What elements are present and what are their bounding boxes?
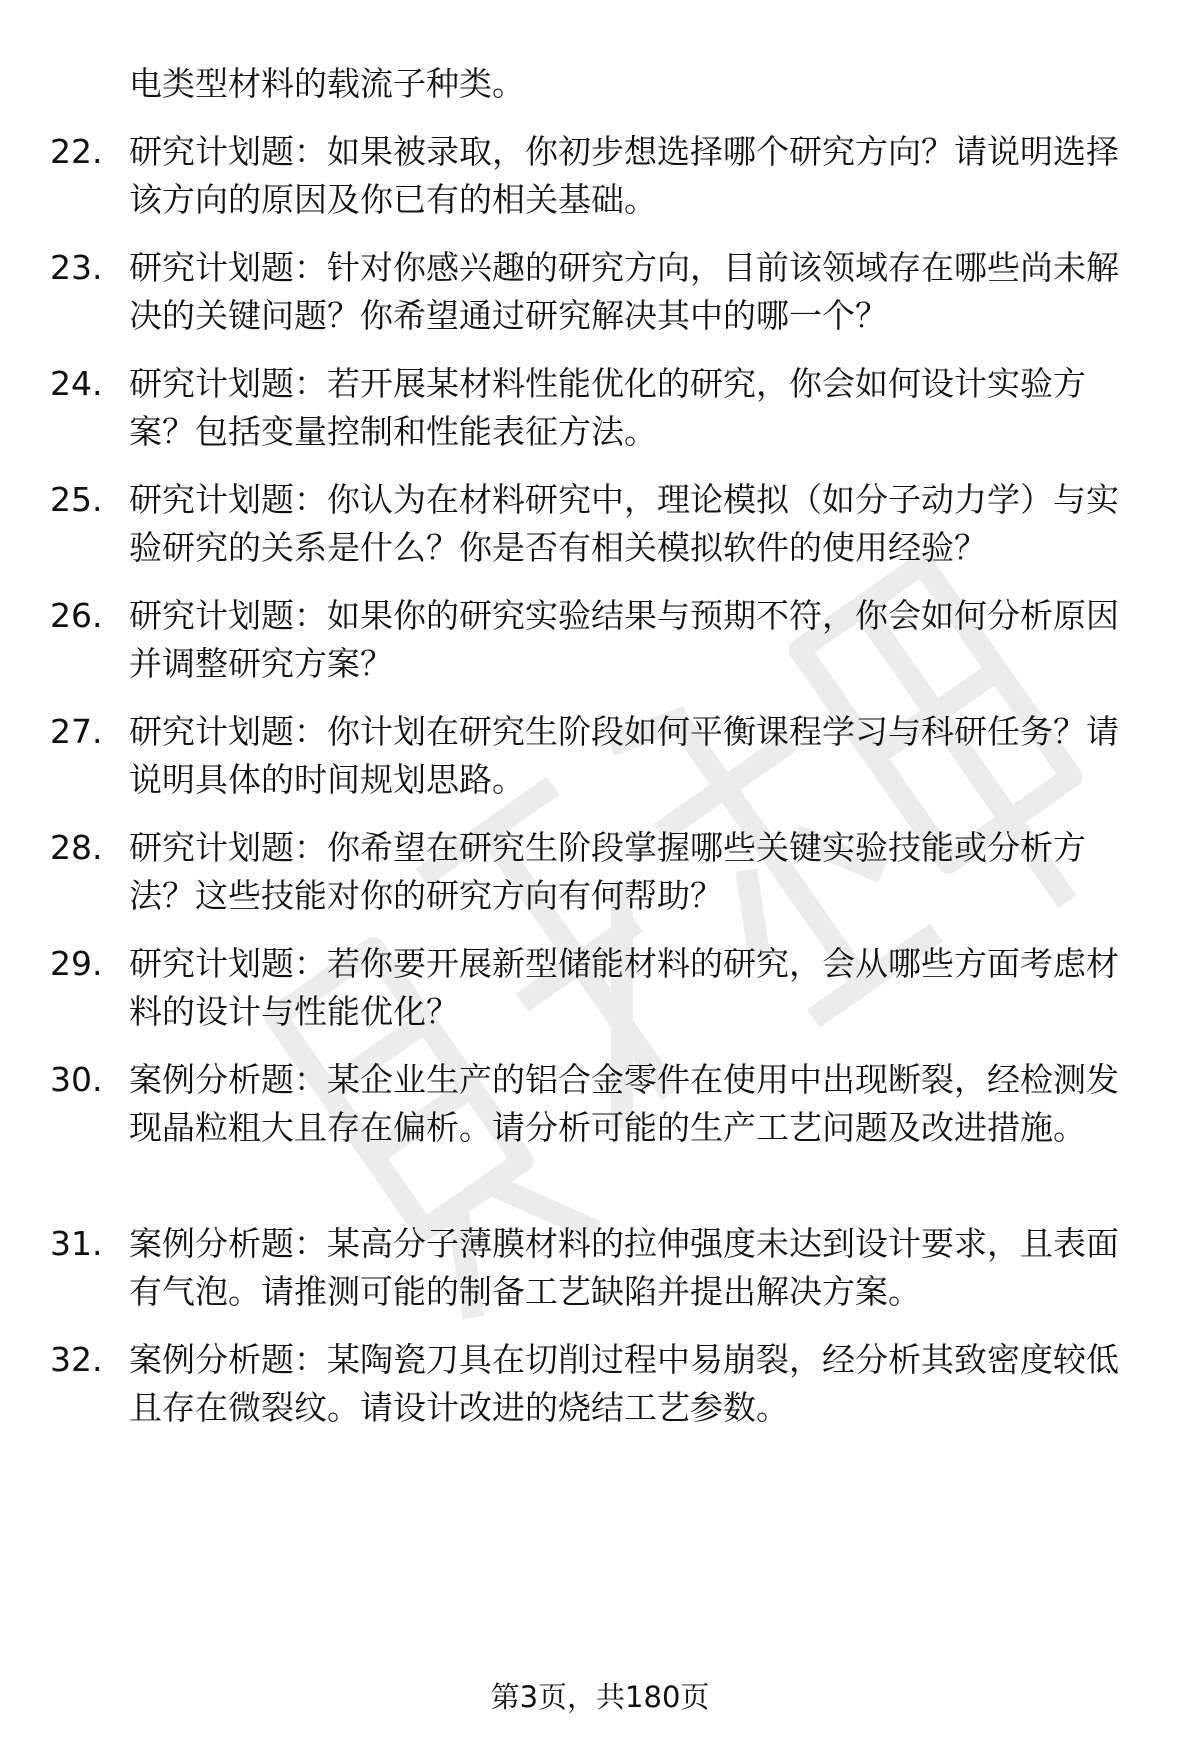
- question-number: 22.: [50, 132, 103, 171]
- question-number: 31.: [50, 1224, 103, 1263]
- question-text: 研究计划题：如果你的研究实验结果与预期不符，你会如何分析原因并调整研究方案？: [129, 596, 1119, 683]
- question-text: 研究计划题：针对你感兴趣的研究方向，目前该领域存在哪些尚未解决的关键问题？你希望通过研究解决其中的哪一个？: [129, 248, 1119, 335]
- continuation-text: 电类型材料的载流子种类。: [129, 64, 525, 103]
- question-number: 32.: [50, 1340, 103, 1379]
- question-number: 26.: [50, 596, 103, 635]
- question-number: 27.: [50, 712, 103, 751]
- question-text: 研究计划题：你希望在研究生阶段掌握哪些关键实验技能或分析方法？这些技能对你的研究方向有何帮助？: [129, 828, 1086, 915]
- question-text: 研究计划题：若开展某材料性能优化的研究，你会如何设计实验方案？包括变量控制和性能表征方法。: [129, 364, 1086, 451]
- question-text: 研究计划题：你认为在材料研究中，理论模拟（如分子动力学）与实验研究的关系是什么？你是否有相关模拟软件的使用经验？: [129, 480, 1119, 567]
- question-text: 案例分析题：某陶瓷刀具在切削过程中易崩裂，经分析其致密度较低且存在微裂纹。请设计改进的烧结工艺参数。: [129, 1340, 1119, 1427]
- question-number: 23.: [50, 248, 103, 287]
- question-number: 25.: [50, 480, 103, 519]
- page-footer: 第3页，共180页: [490, 1680, 710, 1714]
- question-number: 24.: [50, 364, 103, 403]
- question-number: 29.: [50, 944, 103, 983]
- question-text: 案例分析题：某企业生产的铝合金零件在使用中出现断裂，经检测发现晶粒粗大且存在偏析。请分析可能的生产工艺问题及改进措施。: [129, 1060, 1119, 1147]
- question-number: 30.: [50, 1060, 103, 1099]
- question-text: 研究计划题：如果被录取，你初步想选择哪个研究方向？请说明选择该方向的原因及你已有的相关基础。: [129, 132, 1119, 219]
- question-text: 研究计划题：你计划在研究生阶段如何平衡课程学习与科研任务？请说明具体的时间规划思路。: [129, 712, 1119, 799]
- question-number: 28.: [50, 828, 103, 867]
- question-text: 案例分析题：某高分子薄膜材料的拉伸强度未达到设计要求，且表面有气泡。请推测可能的制备工艺缺陷并提出解决方案。: [129, 1224, 1119, 1311]
- question-text: 研究计划题：若你要开展新型储能材料的研究，会从哪些方面考虑材料的设计与性能优化？: [129, 944, 1119, 1031]
